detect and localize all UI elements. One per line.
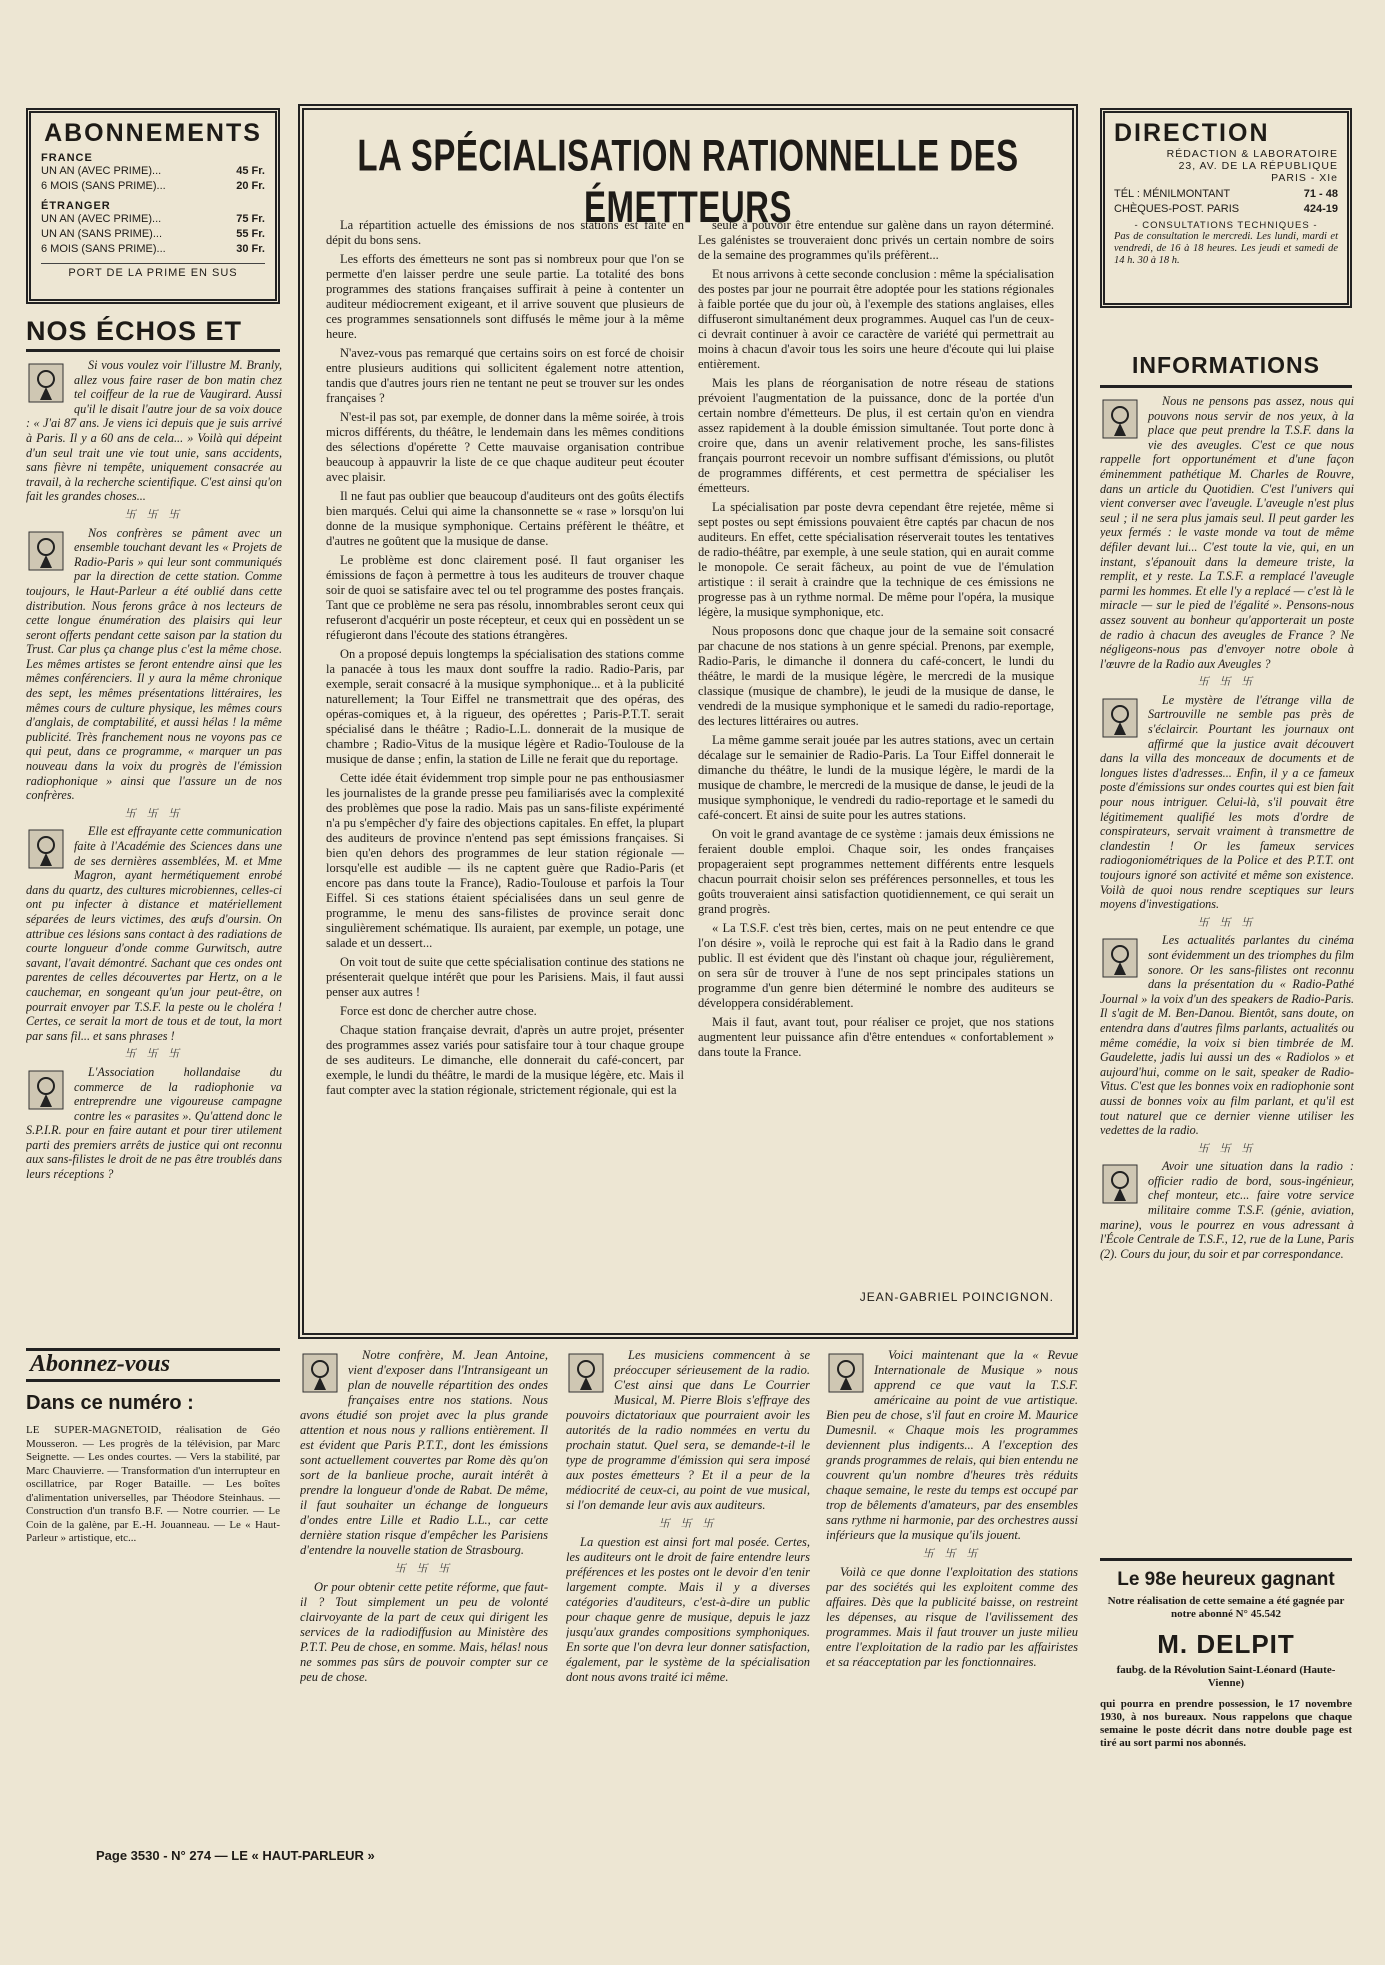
- separator: 卐 卐 卐: [1197, 676, 1257, 689]
- speaker-icon: [26, 360, 66, 406]
- echo-item: [26, 1065, 282, 1182]
- news-text: Voici maintenant que la « Revue Internationale de Musique » nous apprend ce que vaut la T.S.F. américaine au point de vue artistique. Bien peu de chose, s'il faut en croire M. Maurice Dumesnil. « Chaque mois les programmes deviennent plus indigents... A l'exception des grands programmes de relais, qui bien entendu ne couvrent qu'un nombre d'heures très réduits chaque semaine, le reste du temps est occupé par trop de bêlements d'amateurs, par des ensembles sans rythme ni harmonie, par des orchestres aussi inférieurs que la musique qu'ils jouent.: [826, 1348, 1078, 1542]
- winner-intro: Notre réalisation de cette semaine a été gagnée par notre abonné N° 45.542: [1107, 1595, 1345, 1620]
- news-text: Notre confrère, M. Jean Antoine, vient d'exposer dans l'Intransigeant un plan de nouvelle répartition des ondes françaises entre nos stations. Nous avons étudié son projet avec la plus grande attention et nous nous y rallions entièrement. Il est évident que Paris P.T.T., dont les émissions sont actuellement couvertes par Rome dès qu'on sort de la banlieue proche, aurait intérêt à prendre la longueur d'onde de Rabat. De même, il faut souhaiter un échange de longueurs d'ondes entre Lille et Radio L.L., car cette dernière station risque d'empêcher les Parisiens d'entendre la nouvelle station de Strasbourg.: [300, 1348, 548, 1557]
- article-signature: JEAN-GABRIEL POINCIGNON.: [859, 1290, 1054, 1304]
- page-footer: Page 3530 - N° 274 — LE « HAUT-PARLEUR »: [96, 1848, 375, 1863]
- article-column-2: [698, 218, 1054, 1288]
- paragraph: Les efforts des émetteurs ne sont pas si nombreux pour que l'on se permette d'en laisser perdre une seule partie. La totalité des bons programmes des stations françaises suffirait à peine à contenter un auditeur médiocrement exigeant, et il arrive souvent que plusieurs de ces programmes sensationnels sont diffusés le même jour à la même heure.: [326, 252, 684, 341]
- separator: 卐 卐 卐: [658, 1518, 718, 1530]
- paragraph: Chaque station française devrait, d'après un autre projet, présenter des programmes assez variés pour satisfaire tour à tour chaque groupe de ses auditeurs. Le dimanche, elle donnerait du café-concert, par exemple, le lundi du théâtre, le mardi de la musique légère, etc. Mais il faut compter avec la station régionale, strictement régionale, qui est la: [326, 1023, 684, 1097]
- echo-item: [26, 824, 282, 1043]
- paragraph: N'est-il pas sot, par exemple, de donner dans la même soirée, à trois micros différents, du théâtre, le lendemain dans les mêmes conditions des sélections d'opérette ? Cette mauvaise organisation contribue beaucoup à appauvrir la liste de ce que chaque auditeur peut écouter avec plaisir.: [326, 410, 684, 484]
- paragraph: On voit tout de suite que cette spécialisation continue des stations ne présenterait quelque intérêt que pour les Parisiens. Mais, il faut aussi penser aux autres !: [326, 955, 684, 999]
- speaker-icon: [26, 528, 66, 574]
- news-text: La question est ainsi fort mal posée. Certes, les auditeurs ont le droit de faire entendre leurs préférences et les postes ont le devoir d'en tenir largement compte. Mais il y a diverses catégories d'auditeurs, c'est-à-dire un public pour chaque genre de musique, depuis le jazz jusqu'aux grandes compositions symphoniques. En sorte que l'on devra leur donner satisfaction, également, par le système de la spécialisation dont nous avons traité ici même.: [566, 1535, 810, 1684]
- separator: 卐 卐 卐: [1197, 1142, 1257, 1155]
- direction-title: DIRECTION: [1114, 119, 1270, 147]
- speaker-icon: [1100, 695, 1140, 741]
- contents-text: LE SUPER-MAGNETOID, réalisation de Géo Mousseron. — Les progrès de la télévision, par Marc Seignette. — Les ondes courtes. — Vers la stabilité, par Marc Chauvierre. — Transformation d'un interrupteur en oscillatrice, par Roger Bataille. — Les boîtes d'alimentation universelles, par Théodore Steinhaus. — Construction d'un transfo B.F. — Notre courrier. — Le Coin de la galène, par E.-H. Jouanneau. — Le « Haut-Parleur » artistique, etc...: [26, 1424, 280, 1544]
- consult-heading: - CONSULTATIONS TECHNIQUES -: [1134, 220, 1318, 231]
- information-heading: INFORMATIONS: [1100, 352, 1352, 388]
- speaker-icon: [826, 1350, 866, 1396]
- france-label: FRANCE: [41, 152, 93, 164]
- separator: 卐 卐 卐: [922, 1548, 982, 1560]
- information-text: Les actualités parlantes du cinéma sont évidemment un des triomphes du film sonore. Or les sans-filistes ont reconnu dans la présentation du « Radio-Pathé Journal » la voix d'un des speakers de Radio-Paris. Il s'agit de M. Ben-Danou. Bientôt, sans doute, on entendra dans d'autres films parlants, actualités ou même comédie, la voix si bien timbrée de M. Gaudelette, jadis lui aussi un des « Radiolos » et aujourd'hui, comme on le sait, speaker de Radio-Vitus. C'est que les bonnes voix en radiophonie sont aussi de bonnes voix au film parlant, et qu'il est tout naturel que ce dernier vienne utiliser les vedettes de la radio.: [1100, 933, 1354, 1138]
- rate-label: 6 MOIS (SANS PRIME)...: [41, 243, 166, 255]
- rate-price: 30 Fr.: [236, 243, 265, 255]
- news-item: [826, 1348, 1078, 1543]
- information-item: [1100, 693, 1354, 912]
- rate-price: 45 Fr.: [236, 165, 265, 177]
- speaker-icon: [1100, 935, 1140, 981]
- separator: 卐 卐 卐: [124, 1048, 184, 1061]
- paragraph: N'avez-vous pas remarqué que certains soirs on est forcé de choisir entre plusieurs auditions qui sollicitent également notre attention, tandis que d'autres jours rien ne tentant ne peut se trouver sur les ondes françaises ?: [326, 346, 684, 405]
- echo-text: Nos confrères se pâment avec un ensemble touchant devant les « Projets de Radio-Paris » qui leur sont communiqués par la direction de cette station. Comme toujours, le Haut-Parleur a été oublié dans cette distribution. Nous ferons grâce à nos lecteurs de cette longue énumération des plaisirs qui leur seront offerts pendant cette saison par la station du Trust. Car plus ça change plus c'est la même chose. Les mêmes artistes se feront entendre ainsi que les mêmes conférenciers. Il y aura la même chronique des sept, les mêmes présentations littéraires, les mêmes cours de culture physique, les mêmes cours d'anglais, de comptabilité, et aussi hélas ! la même publicité. Très franchement nous ne voyons pas ce qui peut, dans ce programme, « marquer un pas nouveau dans la voix du progrès de l'émission radiophonique » ainsi que l'assure un de nos confrères.: [26, 525, 282, 803]
- subscribe-banner: Abonnez-vous: [26, 1348, 280, 1382]
- article-column-1: [326, 218, 684, 1318]
- speaker-icon: [1100, 1161, 1140, 1207]
- abroad-rates: [41, 212, 265, 257]
- paragraph: La spécialisation par poste devra cependant être rejetée, même si sept postes ou sept émissions pouvaient être captés par chacun de nos auditeurs. En effet, cette spécialisation réserverait toutes les tentatives de radio-théâtre, par exemple, à une seule station, qui en aurait comme le monopole. Ce serait fâcheux, au point de vue de l'émulation artistique : il serait à craindre que la technique de ces émissions ne progresse pas à un rythme normal. De même pour l'opéra, la musique légère, la musique symphonique, etc.: [698, 500, 1054, 619]
- rate-price: 75 Fr.: [236, 213, 265, 225]
- news-text: Les musiciens commencent à se préoccuper sérieusement de la radio. C'est ainsi que dans Le Courrier Musical, M. Pierre Blois s'effraye des pouvoirs dictatoriaux que pourraient avoir les autorités de la radio nommées en vertu du prochain statut. Quel sera, se demande-t-il le type de programme d'émission qui sera imposé aux postes émetteurs ? Et il a peur de la médiocrité de ceux-ci, au point de vue musical, si l'on demande leur avis aux auditeurs.: [566, 1348, 810, 1512]
- paragraph: On a proposé depuis longtemps la spécialisation des stations comme la panacée à tous les maux dont souffre la radio. Radio-Paris, par exemple, serait consacré à la musique symphonique... et à la publicité naturellement; la Tour Eiffel ne transmettrait que des opéras, des opéras-comiques et, à la rigueur, des opérettes ; Paris-P.T.T. serait spécialisé dans le théâtre ; Radio-L.L. donnerait de la musique de chambre ; Radio-Vitus de la musique légère et Radio-Toulouse de la musique de danse ; enfin, la station de Lille ne ferait que du reportage.: [326, 647, 684, 766]
- rate-price: 20 Fr.: [236, 180, 265, 192]
- paragraph: La même gamme serait jouée par les autres stations, avec un certain décalage sur le semainier de Radio-Paris. La Tour Eiffel donnerait le dimanche du théâtre, le lundi de la musique légère, le mardi de la musique de chambre, le mercredi de la musique de danse, le jeudi de la musique symphonique, le vendredi du radio-reportage et le samedi du café-concert. Et ainsi de suite pour les autres stations.: [698, 733, 1054, 822]
- bottom-column-2: [566, 1348, 810, 1848]
- paragraph: Force est donc de chercher autre chose.: [340, 1004, 537, 1018]
- separator: 卐 卐 卐: [124, 508, 184, 521]
- separator: 卐 卐 卐: [124, 807, 184, 820]
- paragraph: Nous proposons donc que chaque jour de la semaine soit consacré par chacune de nos stations à un genre spécial. Prenons, par exemple, Radio-Paris, le dimanche il donnera du café-concert, le lundi du théâtre, le mardi de la musique légère, le mercredi de la musique classique (musique de chambre), le jeudi de la musique de danse, le vendredi de la musique symphonique et le samedi du radio-reportage, des lectures littéraires ou autres.: [698, 624, 1054, 728]
- rate-row: [41, 179, 265, 194]
- rate-price: 55 Fr.: [236, 228, 265, 240]
- information-text: Avoir une situation dans la radio : officier radio de bord, sous-ingénieur, chef monteur, etc... faire votre service militaire comme T.S.F. (génie, aviation, marine), vous le pourrez en vous adressant à l'École Centrale de T.S.F., 12, rue de la Lune, Paris (2). Cours du jour, du soir et par correspondance.: [1100, 1159, 1354, 1261]
- rate-row: [41, 212, 265, 227]
- echo-text: Elle est effrayante cette communication faite à l'Académie des Sciences dans une de ses dernières assemblées, M. et Mme Magron, ayant hermétiquement enrobé dans du quartz, des cultures microbiennes, celles-ci ont pu infecter à distance et matériellement séparées de leurs victimes, des œufs d'oursin. On attribue ces lésions sans contact à des radiations de courte longueur d'onde comme Gurwitsch, autre savant, l'avait démontré. Sachant que ces ondes ont parentes de celles découvertes par Hertz, on a le cauchemar, en songeant qu'un jour peut-être, on pourrait envoyer par T.S.F. la peste ou le choléra ! Certes, ce serait la mort de tous et de tout, la mort par sans fil... et sans phrases !: [26, 824, 282, 1043]
- paragraph: Et nous arrivons à cette seconde conclusion : même la spécialisation des postes par jour ne pourrait être adoptée pour les stations régionales à faible portée que du jour où, à l'exemple des stations anglaises, elles diffuseront simultanément deux programmes. Auquel cas l'un de ceux-ci devrait continuer à avoir ce caractère de variété qui permettrait au moins à chacun d'avoir tous les soirs une heure d'écoute qui lui plaise entièrement.: [698, 267, 1054, 371]
- contents-title: Dans ce numéro :: [26, 1392, 194, 1414]
- speaker-icon: [300, 1350, 340, 1396]
- news-item: [300, 1580, 548, 1685]
- paragraph: seule à pouvoir être entendue sur galène dans un rayon déterminé. Les galénistes se trouveraient donc privés un certain nombre de soirs de la semaine des programmes qu'ils préfèrent...: [698, 218, 1054, 262]
- speaker-icon: [566, 1350, 606, 1396]
- news-item: [566, 1348, 810, 1513]
- echo-text: Si vous voulez voir l'illustre M. Branly, allez vous faire raser de bon matin chez tel coiffeur de la rue de Vaugirard. Aussi qu'il le disait l'autre jour de sa voix douce : « J'ai 87 ans. Je viens ici depuis que je suis arrivé à Paris. Il y a 60 ans de cela... » Voilà qui dépeint d'un seul trait une vie tout unie, sans accidents, sans fièvre ni tempête, uniquement consacrée au travail, à la recherche scientifique. C'est ainsi qu'on fait les grandes choses...: [26, 358, 282, 504]
- paragraph: « La T.S.F. c'est très bien, certes, mais on ne peut entendre ce que l'on désire », voilà le reproche qui est fait à la Radio dans le grand public. Il est évident que dès l'instant où chaque jour, régulièrement, on sera sûr de trouver à l'une de nos sept principales stations un programme d'un genre bien déterminé le nombre des auditeurs se développera considérablement.: [698, 921, 1054, 1010]
- phone-row: TÉL : MÉNILMONTANT 71 - 48: [1114, 188, 1338, 200]
- echo-item: [26, 358, 282, 504]
- paragraph: Mais il faut, avant tout, pour réaliser ce projet, que nos stations augmentent leur puissance afin d'être entendues « confortablement » dans toute la France.: [698, 1015, 1054, 1059]
- article-title: LA SPÉCIALISATION RATIONNELLE DES ÉMETTEURS: [357, 130, 1019, 232]
- speaker-icon: [26, 826, 66, 872]
- information-item: [1100, 933, 1354, 1137]
- information-item: [1100, 394, 1354, 671]
- echo-item: [26, 526, 282, 803]
- france-rates: [41, 164, 265, 194]
- direction-line: RÉDACTION & LABORATOIRE: [1166, 148, 1338, 160]
- paragraph: On voit le grand avantage de ce système : jamais deux émissions ne feraient double emploi. Chaque soir, les ondes françaises propageraient sept programmes nettement différents entre lesquels chacun pourrait choisir selon ses préférences personnelles, et tous les goûts trouveraient ainsi satisfaction quotidiennement, ce qui serait un grand progrès.: [698, 827, 1054, 916]
- separator: 卐 卐 卐: [1197, 916, 1257, 929]
- paragraph: Le problème est donc clairement posé. Il faut organiser les émissions de façon à permettre à tous les auditeurs de trouver chaque soir de quoi se satisfaire avec tel ou tel programme des postes français. Tant que ce problème ne sera pas résolu, innombrables seront ceux qui refuseront d'acquérir un poste récepteur, et ceux qui en possèdent un se réfugieront dans l'écoute des stations étrangères.: [326, 553, 684, 642]
- abroad-label: ÉTRANGER: [41, 200, 111, 212]
- rate-label: UN AN (AVEC PRIME)...: [41, 165, 162, 177]
- bottom-column-3: [826, 1348, 1078, 1848]
- rate-row: [41, 242, 265, 257]
- information-column: [1100, 394, 1354, 1544]
- news-text: Or pour obtenir cette petite réforme, que faut-il ? Tout simplement un peu de volonté clairvoyante de la part de ceux qui dirigent les services de la radiodiffusion au Ministère des P.T.T. Peu de chose, en somme. Mais, hélas! nous ne sommes pas sûrs de pouvoir compter sur ce peu de chose.: [300, 1580, 548, 1684]
- echo-text: L'Association hollandaise du commerce de la radiophonie va entreprendre une vigoureuse campagne contre les « parasites ». Qu'attend donc le S.P.I.R. pour en faire autant et pour tirer utilement parti des premiers arrêts de justice qui ont reconnu aux sans-filistes le droit de ne pas être troublés dans leurs réceptions ?: [26, 1064, 282, 1182]
- winner-text: qui pourra en prendre possession, le 17 novembre 1930, à nos bureaux. Nous rappelons que chaque semaine le poste décrit dans notre double page est tiré au sort parmi nos abonnés.: [1100, 1698, 1352, 1749]
- information-item: [1100, 1159, 1354, 1261]
- bottom-column-1: [300, 1348, 548, 1848]
- rate-label: UN AN (SANS PRIME)...: [41, 228, 163, 240]
- echoes-column: [26, 358, 282, 1340]
- direction-city: PARIS - XIe: [1271, 172, 1338, 184]
- rate-label: 6 MOIS (SANS PRIME)...: [41, 180, 166, 192]
- speaker-icon: [1100, 396, 1140, 442]
- paragraph: Cette idée était évidemment trop simple pour ne pas enthousiasmer les journalistes de la grande presse peu familiarisés avec la complexité des problèmes que pose la radio. Mais pas un sans-filiste expérimenté n'a pu s'empêcher d'y faire des objections capitales. En effet, la plupart des auditeurs de province n'entend pas sept émissions françaises. Si bien qu'en dehors des programmes de leur station régionale — lorsqu'elle est audible — ils ne captent guère que Radio-Paris (et encore pas dans toute la France), Radio-Toulouse et parfois la Tour Eiffel. Si ces stations étaient spécialisées dans un seul genre de programme, le menu des sans-filistes de province serait donc singulièrement schématique. Ils auraient, par exemple, un potage, une salade et un dessert...: [326, 771, 684, 950]
- subscriptions-box: [26, 108, 280, 304]
- information-text: Nous ne pensons pas assez, nous qui pouvons nous servir de nos yeux, à la place que peut prendre la T.S.F. dans la vie des aveugles. C'est ce que nous rappelle fort opportunément et d'une façon éminemment pathétique M. Charles de Rouvre, dans un article du Quotidien. C'est l'univers qui vient converser avec l'aveugle. L'aveugle n'est plus seul ; il ne sera plus jamais seul. Il peut garder les yeux fermés : le vaste monde va tout de même défiler devant lui... C'est toute la vie, qui, en un instant, s'épanouit dans la demeure triste, la remplit, et y reste. La T.S.F. a remplacé l'aveugle parmi les hommes. Et elle l'y a replacé — c'est là le miracle — sur le pied de l'égalité ». Pensons-nous assez souvent au bonheur qu'apporterait un poste de radio à chacun des aveugles de France ? Ne négligeons-nous pas d'envoyer notre obole à l'œuvre de la Radio aux Aveugles ?: [1100, 394, 1354, 671]
- subscriptions-title: ABONNEMENTS: [44, 119, 262, 147]
- winner-address: faubg. de la Révolution Saint-Léonard (Haute-Vienne): [1116, 1664, 1336, 1689]
- separator: 卐 卐 卐: [394, 1563, 454, 1575]
- winner-name: M. DELPIT: [1157, 1629, 1295, 1659]
- rate-row: [41, 227, 265, 242]
- news-text: Voilà ce que donne l'exploitation des stations par des sociétés qui les exploitent comme des affaires. Dès que la publicité baisse, on restreint les dépenses, au risque de l'avilissement des programmes. Mais il faut trouver un juste milieu entre l'exploitation de la radio par les affairistes et sa réacceptation par les fonctionnaires.: [826, 1565, 1078, 1669]
- paragraph: La répartition actuelle des émissions de nos stations est faite en dépit du bons sens.: [326, 218, 684, 247]
- direction-address: 23, AV. DE LA RÉPUBLIQUE: [1178, 160, 1338, 172]
- rate-label: UN AN (AVEC PRIME)...: [41, 213, 162, 225]
- paragraph: Il ne faut pas oublier que beaucoup d'auditeurs ont des goûts électifs bien marqués. Celui qui aime la chansonnette se « rase » lorsqu'on lui donne de la musique symphonique. Certains préfèrent le théâtre, et d'autres ne goûtent que la musique de danse.: [326, 489, 684, 548]
- subscriptions-footer: PORT DE LA PRIME EN SUS: [41, 263, 265, 279]
- direction-box: [1100, 108, 1352, 308]
- winner-box: [1100, 1558, 1352, 1838]
- information-text: Le mystère de l'étrange villa de Sartrouville ne semble pas près de s'éclaircir. Pourtant les journaux ont affirmé que la justice avait découvert dans la villa des monceaux de documents et de longues listes d'adresses... Enfin, il y a ce fameux poste d'émissions sur ondes courtes qui est bien fait pour nous intriguer. Celui-là, s'il pouvait être légitimement qualifié les mots d'ordre de conspirateurs, servait vraiment à transmettre de clandestin ! Or les fameux services radiogoniométriques de la Police et des P.T.T. ont toujours ignoré son activité et même son existence. Voilà de quoi nous rendre sceptiques sur leurs moyens d'investigations.: [1100, 692, 1354, 912]
- rate-row: [41, 164, 265, 179]
- news-item: [566, 1535, 810, 1685]
- news-item: [300, 1348, 548, 1558]
- news-item: [826, 1565, 1078, 1670]
- consult-text: Pas de consultation le mercredi. Les lundi, mardi et vendredi, de 16 à 18 heures. Les jeudi et samedi de 14 h. 30 à 18 h.: [1114, 231, 1338, 266]
- speaker-icon: [26, 1067, 66, 1113]
- cheques-row: CHÈQUES-POST. PARIS 424-19: [1114, 203, 1338, 215]
- winner-title: Le 98e heureux gagnant: [1117, 1569, 1335, 1590]
- paragraph: Mais les plans de réorganisation de notre réseau de stations prévoient l'augmentation de la puissance, donc de la portée d'un certain nombre d'émetteurs. De plus, il est certain qu'on en viendra assez rapidement à la double émission simultanée. Tout porte donc à croire que, dans un avenir relativement proche, les sans-filistes français pourront recevoir un nombre suffisant d'émissions, ou plutôt de programmes différents, et cest permettra de spécialiser les émetteurs.: [698, 376, 1054, 495]
- echoes-heading: NOS ÉCHOS ET: [26, 316, 280, 352]
